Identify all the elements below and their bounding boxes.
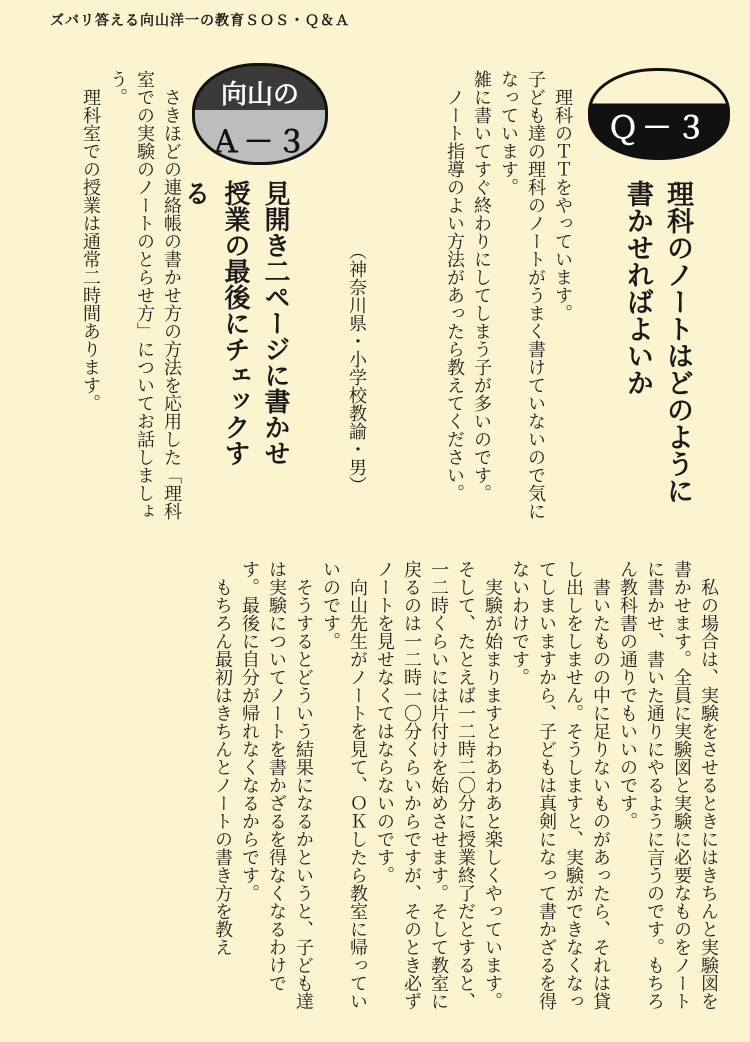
- question-badge-label: Ｑ－３: [608, 111, 710, 146]
- answer-body: 私の場合は、実験をさせるときにはきちんと実験図を書かせます。全員に実験図と実験に必要なものをノートに書かせ、書いた通りにやるように言うのです。もちろん教科書の通りでもいいのです。 書いたものの中に足りないものがあったら、それは貸し出しをしません。そうしますと、実験ができなくなってしまいますから、子どもは真剣になって書かざるを得ないわけです。 実験が始まりますとわあわあと楽しくやっています。そして、たとえば一二時二〇分に授業終了だとすると、一二時くらいには片付けを始めさせます。そして教室に戻るのは一二時一〇分くらいからですが、そのとき必ずノートを見せなくてはならないのです。 向山先生がノートを見て、ＯＫしたら教室に帰っていいのです。 そうするとどういう結果になるかというと、子ども達は実験についてノートを書かざるを得なくなるわけです。最後に自分が帰れなくなるからです。 もちろん最初はきちんとノートの書き方を教え: [212, 560, 719, 1010]
- answer-intro: さきほどの連絡帳の書かせ方の方法を応用した「理科室での実験のノートのとらせ方」についてお話しましょう。 理科室での授業は通常二時間あります。: [80, 70, 182, 520]
- question-body: 理科のＴＴをやっています。 子ども達の理科のノートがうまく書けていないので気になっています。 雑に書いてすぐ終わりにしてしまう子が多いのです。 ノート指導のよい方法があったら教えてください。: [444, 70, 573, 520]
- running-header: ズバリ答える向山洋一の教育ＳＯＳ・Ｑ＆Ａ: [50, 13, 350, 29]
- answer-badge-bottom: Ａ－３: [210, 125, 310, 160]
- question-title: 理科のノートはどのように 書かせればよいか: [622, 180, 693, 504]
- question-badge: [588, 68, 730, 160]
- question-source: （神奈川県・小学校教諭・男）: [346, 242, 367, 494]
- answer-badge: [192, 63, 328, 165]
- answer-title: 見開き二ページに書かせ 授業の最後にチェックする: [180, 180, 290, 466]
- answer-badge-top: 向山の: [220, 80, 299, 110]
